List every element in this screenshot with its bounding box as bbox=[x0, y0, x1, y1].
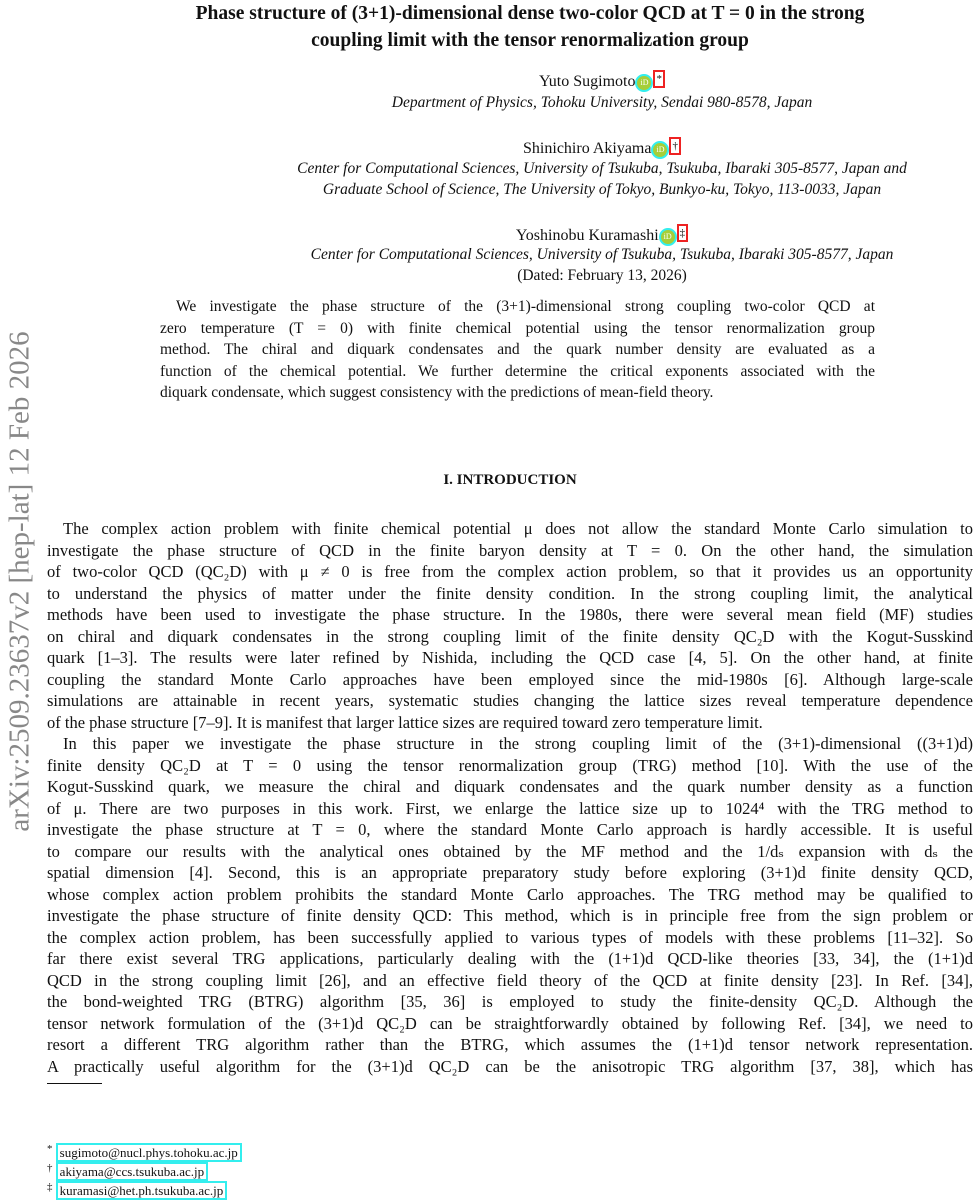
body-line: the complex action problem, has been successfully applied to various types of models with these problems [11–32]. So bbox=[47, 927, 973, 947]
email-link[interactable]: kuramasi@het.ph.tsukuba.ac.jp bbox=[56, 1181, 228, 1200]
abstract bbox=[160, 296, 875, 404]
body-line: simulations are attainable in recent years, systematic studies changing the lattice sizes reveal temperature dependence bbox=[47, 691, 973, 710]
body-line: tensor network formulation of the (3+1)d QC₂D can be straightforwardly obtained by following Ref. [34], we need to bbox=[47, 1013, 973, 1033]
abstract-line: We investigate the phase structure of the (3+1)-dimensional strong coupling two-color QCD at bbox=[176, 298, 875, 315]
footnote bbox=[47, 1143, 242, 1161]
body-line: to compare our results with the analytical ones obtained by the MF method and the 1/dₛ expansion with dₛ the bbox=[47, 841, 973, 861]
body-line: investigate the phase structure at T = 0, where the standard Monte Carlo approach is hardly accessible. It is useful bbox=[47, 820, 973, 839]
author-name: Yuto Sugimoto bbox=[539, 73, 636, 90]
affiliation: Center for Computational Sciences, University of Tsukuba, Tsukuba, Ibaraki 305-8577, Japan bbox=[310, 246, 894, 263]
author-3 bbox=[47, 224, 973, 246]
footnote-mark: † bbox=[47, 1162, 53, 1174]
body-line: spatial dimension [4]. Second, this is an appropriate preparatory study before exploring (3+1)d finite density QCD, bbox=[47, 863, 973, 882]
affiliation: Graduate School of Science, The University of Tokyo, Bunkyo-ku, Tokyo, 113-0033, Japan bbox=[322, 181, 882, 198]
body-line: methods have been used to investigate the phase structure. In the 1980s, there were several mean field (MF) studies bbox=[47, 605, 973, 624]
abstract-line: function of the chemical potential. We further determine the critical exponents associated with the bbox=[160, 362, 875, 380]
footnote bbox=[47, 1181, 227, 1199]
footnote-mark: ‡ bbox=[47, 1181, 53, 1193]
email-link[interactable]: akiyama@ccs.tsukuba.ac.jp bbox=[56, 1162, 208, 1181]
paper-title bbox=[60, 0, 973, 54]
footnote bbox=[47, 1162, 208, 1180]
orcid-icon[interactable]: iD bbox=[635, 74, 653, 92]
abstract-line: zero temperature (T = 0) with finite chemical potential using the tensor renormalization group bbox=[160, 319, 875, 337]
body-line: In this paper we investigate the phase structure in the strong coupling limit of the (3+1)-dimensional ((3+1)d) bbox=[63, 734, 973, 753]
footnote-link[interactable]: † bbox=[669, 137, 681, 155]
body-line: of the phase structure [7–9]. It is manifest that larger lattice sizes are required toward zero temperature limit. bbox=[47, 712, 763, 732]
author-name: Yoshinobu Kuramashi bbox=[515, 227, 659, 244]
body-line: investigate the phase structure of QCD in the finite baryon density at T = 0. On the other hand, the simulation bbox=[47, 540, 973, 560]
body-line: resort a different TRG algorithm rather than the BTRG, which assumes the (1+1)d tensor network representation. bbox=[47, 1035, 973, 1054]
body-line: of two-color QCD (QC₂D) with μ ≠ 0 is free from the complex action problem, so that it provides us an opportunity bbox=[47, 562, 973, 581]
body-line: of μ. There are two purposes in this work. First, we enlarge the lattice size up to 1024⁴ with the TRG method to bbox=[47, 798, 973, 818]
affiliation: Department of Physics, Tohoku University, Sendai 980-8578, Japan bbox=[391, 94, 813, 111]
footnote-link[interactable]: ‡ bbox=[677, 224, 689, 242]
body-line: whose complex action problem prohibits the standard Monte Carlo approaches. The TRG method may be qualified to bbox=[47, 884, 973, 904]
body-line: QCD in the strong coupling limit [26], and an effective field theory of the QCD at finite density [23]. In Ref. [34], bbox=[47, 970, 973, 990]
body-line: Kogut-Susskind quark, we measure the chiral and diquark condensates and the quark number density as a function bbox=[47, 777, 973, 796]
body-line: far there exist several TRG applications, particularly dealing with the (1+1)d QCD-like theories [33, 34], the (1+1)d bbox=[47, 949, 973, 968]
body-line: A practically useful algorithm for the (3+1)d QC₂D can be the anisotropic TRG algorithm [37, 38], which has bbox=[47, 1056, 973, 1076]
body-line: coupling the standard Monte Carlo approaches have been employed since the mid-1980s [6]. Although large-scale bbox=[47, 669, 973, 689]
section-heading: I. INTRODUCTION bbox=[443, 472, 577, 488]
footnote-mark: * bbox=[47, 1143, 53, 1155]
body-line: finite density QC₂D at T = 0 using the tensor renormalization group (TRG) method [10]. With the use of the bbox=[47, 755, 973, 775]
email-link[interactable]: sugimoto@nucl.phys.tohoku.ac.jp bbox=[56, 1143, 242, 1162]
body-line: quark [1–3]. The results were later refined by Nishida, including the QCD case [4, 5]. On the other hand, at finite bbox=[47, 648, 973, 667]
abstract-line: diquark condensate, which suggest consistency with the predictions of mean-field theory. bbox=[160, 384, 714, 401]
title-line: coupling limit with the tensor renormalization group bbox=[311, 30, 749, 51]
body-line: the bond-weighted TRG (BTRG) algorithm [35, 36] is employed to study the finite-density QC₂D. Although the bbox=[47, 992, 973, 1011]
orcid-icon[interactable]: iD bbox=[659, 228, 677, 246]
orcid-icon[interactable]: iD bbox=[651, 141, 669, 159]
abstract-line: method. The chiral and diquark condensates and the quark number density are evaluated as a bbox=[160, 341, 875, 358]
arxiv-side-stamp: arXiv:2509.23637v2 [hep-lat] 12 Feb 2026 bbox=[3, 331, 36, 832]
body-line: to understand the physics of matter under the finite density condition. In the strong coupling limit, the analytical bbox=[47, 583, 973, 603]
footnote-link[interactable]: * bbox=[653, 70, 665, 88]
footnote-rule bbox=[47, 1083, 102, 1084]
author-name: Shinichiro Akiyama bbox=[523, 140, 652, 157]
title-line: Phase structure of (3+1)-dimensional dense two-color QCD at T = 0 in the strong bbox=[195, 3, 865, 24]
author-1 bbox=[47, 70, 973, 92]
body-line: on chiral and diquark condensates in the strong coupling limit of the finite density QC₂D with the Kogut-Susskind bbox=[47, 626, 973, 646]
author-2 bbox=[47, 137, 973, 159]
body-text bbox=[47, 518, 973, 1077]
affiliation: Center for Computational Sciences, University of Tsukuba, Tsukuba, Ibaraki 305-8577, Japan and bbox=[297, 160, 907, 177]
dated: (Dated: February 13, 2026) bbox=[517, 267, 687, 284]
body-line: The complex action problem with finite chemical potential μ does not allow the standard Monte Carlo simulation to bbox=[63, 519, 973, 538]
body-line: investigate the phase structure of finite density QCD: This method, which is in principle free from the sign problem or bbox=[47, 906, 973, 925]
